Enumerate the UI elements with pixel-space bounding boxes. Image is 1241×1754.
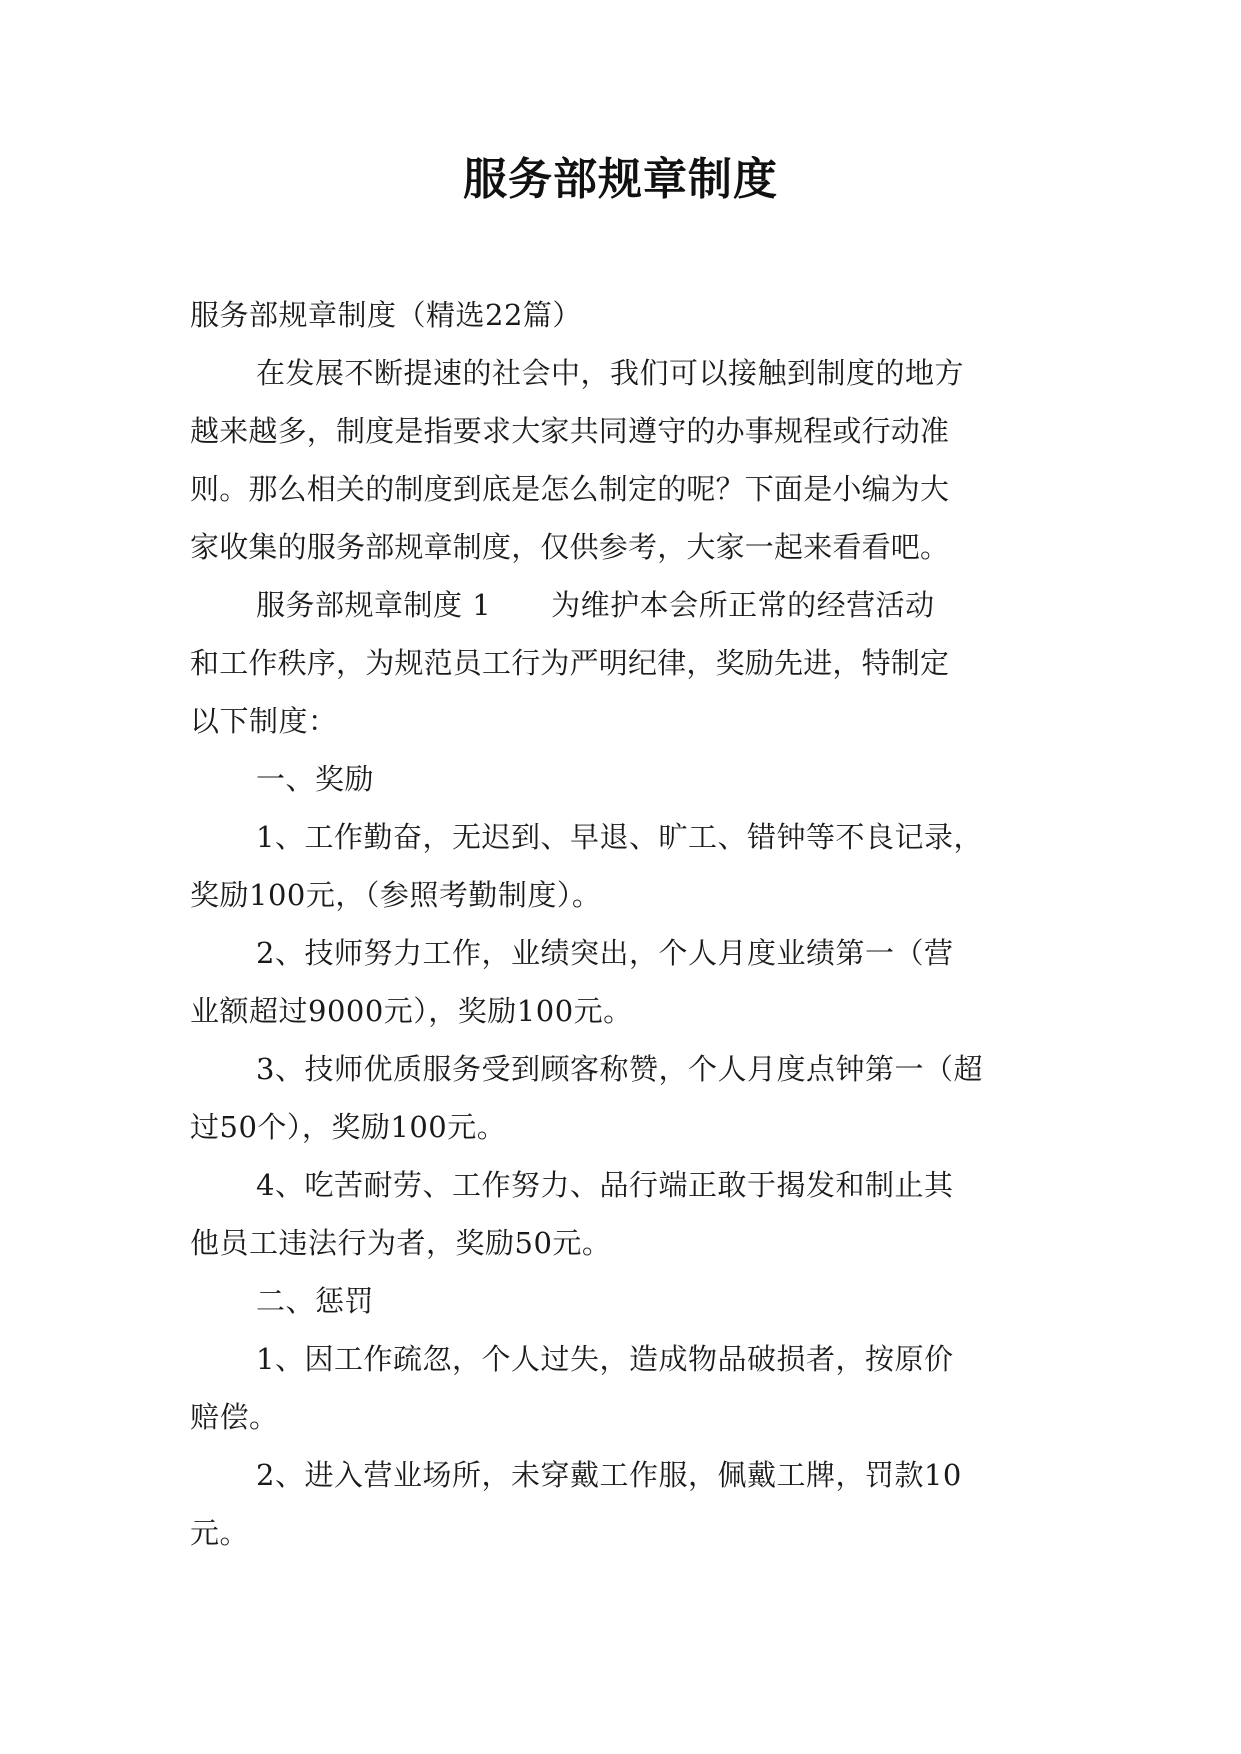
list-item-line: 他员工违法行为者，奖励50元。 — [190, 1226, 612, 1260]
list-item-line: 奖励100元，（参照考勤制度）。 — [190, 878, 602, 912]
list-item-line: 1、工作勤奋，无迟到、早退、旷工、错钟等不良记录， — [256, 820, 983, 854]
paragraph-line: 在发展不断提速的社会中，我们可以接触到制度的地方 — [256, 356, 965, 390]
section-subheading: 二、惩罚 — [256, 1284, 375, 1318]
list-item-line: 4、吃苦耐劳、工作努力、品行端正敢于揭发和制止其 — [256, 1168, 954, 1202]
list-item-line: 2、进入营业场所，未穿戴工作服，佩戴工牌，罚款10 — [256, 1458, 962, 1492]
list-item-line: 过50个），奖励100元。 — [190, 1110, 507, 1144]
paragraph-line: 越来越多，制度是指要求大家共同遵守的办事规程或行动准 — [190, 414, 950, 448]
list-item-line: 1、因工作疏忽，个人过失，造成物品破损者，按原价 — [256, 1342, 954, 1376]
document-title: 服务部规章制度 — [463, 154, 778, 205]
paragraph-text: 为维护本会所正常的经营活动 — [551, 588, 935, 622]
paragraph-line: 则。那么相关的制度到底是怎么制定的呢？下面是小编为大 — [190, 472, 950, 506]
paragraph-line: 家收集的服务部规章制度，仅供参考，大家一起来看看吧。 — [190, 530, 950, 564]
list-item-line: 2、技师努力工作，业绩突出，个人月度业绩第一（营 — [256, 936, 954, 970]
section-heading: 服务部规章制度 1 — [256, 588, 492, 622]
document-body — [190, 286, 1056, 1562]
list-item-line: 3、技师优质服务受到顾客称赞，个人月度点钟第一（超 — [256, 1052, 983, 1086]
paragraph-line: 以下制度： — [190, 704, 338, 738]
list-item-line: 元。 — [190, 1516, 250, 1550]
list-item-line: 赔偿。 — [190, 1400, 279, 1434]
subtitle-line: 服务部规章制度（精选22篇） — [190, 298, 582, 332]
section-subheading: 一、奖励 — [256, 762, 375, 796]
paragraph-line: 和工作秩序，为规范员工行为严明纪律，奖励先进，特制定 — [190, 646, 950, 680]
section-heading-line — [190, 576, 1056, 634]
list-item-line: 业额超过9000元），奖励100元。 — [190, 994, 633, 1028]
